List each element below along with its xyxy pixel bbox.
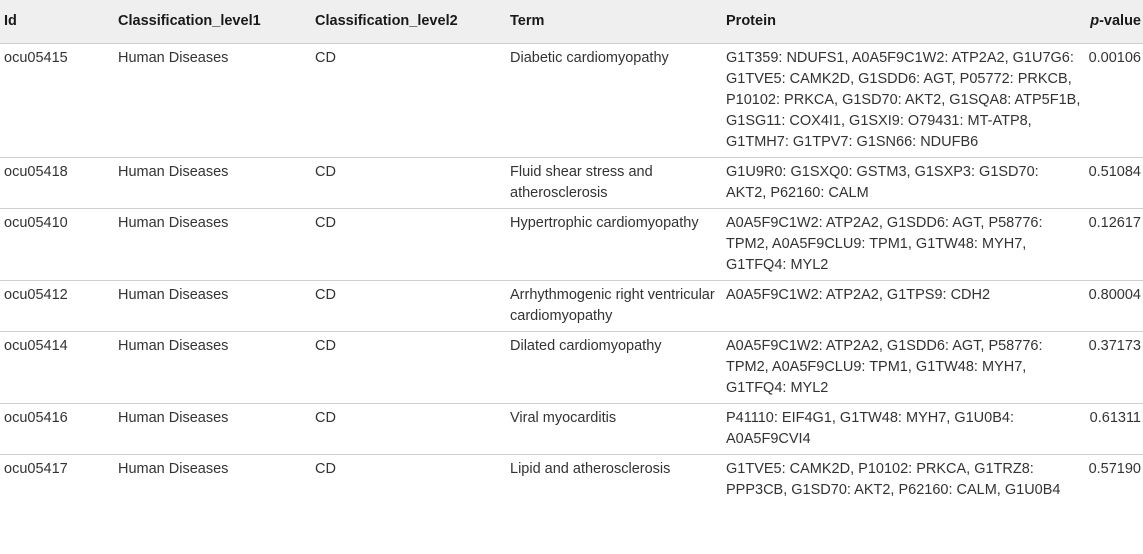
cell-protein: P41110: EIF4G1, G1TW48: MYH7, G1U0B4: A0A5F9CVI4 [722, 404, 1082, 455]
cell-id: ocu05416 [0, 404, 114, 455]
cell-classification-level2: CD [311, 209, 506, 281]
cell-term: Fluid shear stress and atherosclerosis [506, 158, 722, 209]
header-protein: Protein [722, 0, 1082, 44]
cell-classification-level1: Human Diseases [114, 158, 311, 209]
header-pvalue [1082, 0, 1143, 44]
cell-protein: A0A5F9C1W2: ATP2A2, G1SDD6: AGT, P58776: TPM2, A0A5F9CLU9: TPM1, G1TW48: MYH7, G1TFQ4: MYL2 [722, 332, 1082, 404]
cell-term: Lipid and atherosclerosis [510, 461, 671, 477]
cell-classification-level2: CD [315, 461, 336, 477]
table-row [0, 455, 1143, 506]
table-header [0, 0, 1143, 44]
cell-id: ocu05417 [4, 461, 68, 477]
header-id: Id [0, 0, 114, 44]
cell-term: Dilated cardiomyopathy [506, 332, 722, 404]
cell-protein: A0A5F9C1W2: ATP2A2, G1TPS9: CDH2 [722, 281, 1082, 332]
cell-pvalue: 0.00106 [1082, 44, 1143, 158]
cell-protein: G1T359: NDUFS1, A0A5F9C1W2: ATP2A2, G1U7G6: G1TVE5: CAMK2D, G1SDD6: AGT, P05772: PRKCB, P10102: PRKCA, G1SD70: AKT2, G1SQA8: ATP5F1B, G1SG11: COX4I1, G1SXI9: O79431: MT-ATP8, G1TMH7: G1TPV7: G1SN66: NDUFB6 [722, 44, 1082, 158]
cell-classification-level1: Human Diseases [118, 461, 229, 477]
cell-term: Hypertrophic cardiomyopathy [506, 209, 722, 281]
cell-pvalue: 0.37173 [1082, 332, 1143, 404]
cell-classification-level1: Human Diseases [114, 209, 311, 281]
cell-id: ocu05415 [0, 44, 114, 158]
cell-pvalue: 0.57190 [1088, 461, 1141, 477]
table-body [0, 44, 1143, 506]
cell-protein: G1U9R0: G1SXQ0: GSTM3, G1SXP3: G1SD70: AKT2, P62160: CALM [722, 158, 1082, 209]
cell-classification-level1: Human Diseases [114, 332, 311, 404]
cell-term: Arrhythmogenic right ventricular cardiomyopathy [506, 281, 722, 332]
cell-classification-level1: Human Diseases [114, 44, 311, 158]
table-row [0, 44, 1143, 158]
header-classification-level2: Classification_level2 [311, 0, 506, 44]
cell-pvalue: 0.61311 [1082, 404, 1143, 455]
cell-id: ocu05412 [0, 281, 114, 332]
header-row [0, 0, 1143, 44]
table-row [0, 158, 1143, 209]
cell-protein: G1TVE5: CAMK2D, P10102: PRKCA, G1TRZ8: PPP3CB, G1SD70: AKT2, P62160: CALM, G1U0B4 [726, 461, 1061, 498]
table-row [0, 332, 1143, 404]
cell-id: ocu05418 [0, 158, 114, 209]
cell-classification-level1: Human Diseases [114, 281, 311, 332]
table-row [0, 281, 1143, 332]
cell-term: Diabetic cardiomyopathy [506, 44, 722, 158]
cell-pvalue: 0.80004 [1082, 281, 1143, 332]
cell-classification-level2: CD [311, 44, 506, 158]
cell-id: ocu05414 [0, 332, 114, 404]
cell-id: ocu05410 [0, 209, 114, 281]
cell-term: Viral myocarditis [506, 404, 722, 455]
cell-classification-level2: CD [311, 281, 506, 332]
header-classification-level1: Classification_level1 [114, 0, 311, 44]
cell-classification-level2: CD [311, 332, 506, 404]
cell-classification-level1: Human Diseases [114, 404, 311, 455]
cell-pvalue: 0.12617 [1082, 209, 1143, 281]
cell-classification-level2: CD [311, 158, 506, 209]
table-row [0, 209, 1143, 281]
cell-classification-level2: CD [311, 404, 506, 455]
table-row [0, 404, 1143, 455]
header-pvalue-p: p [1090, 13, 1100, 29]
cell-protein: A0A5F9C1W2: ATP2A2, G1SDD6: AGT, P58776: TPM2, A0A5F9CLU9: TPM1, G1TW48: MYH7, G1TFQ4: MYL2 [722, 209, 1082, 281]
cell-pvalue: 0.51084 [1082, 158, 1143, 209]
header-pvalue-suffix: -value [1099, 13, 1141, 29]
header-term: Term [506, 0, 722, 44]
